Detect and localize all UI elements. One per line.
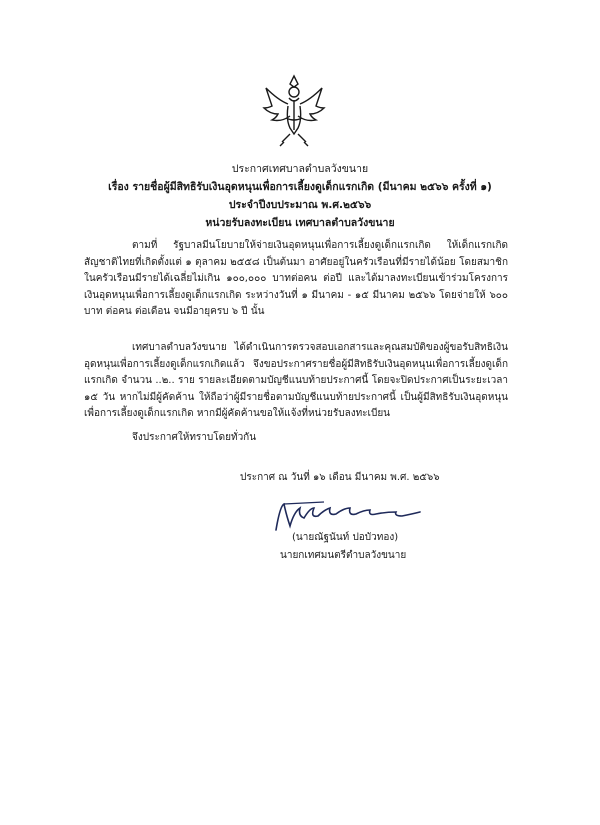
signer-title: นายกเทศมนตรีตำบลวังขนาย: [280, 550, 407, 561]
paragraph-announcement: เทศบาลตำบลวังขนาย ได้ดำเนินการตรวจสอบเอกสารและคุณสมบัติของผู้ขอรับสิทธิเงินอุดหนุนเพื่อการเลี้ยงดูเด็กแรกเกิดแล้ว จึงขอประกาศรายชื่อผู้มีสิทธิรับเงินอุดหนุนเพื่อการเลี้ยงดูเด็กแรกเกิด จำนวน ..๒.. ราย รายละเอียดตามบัญชีแนบท้ายประกาศนี้ โดยจะปิดประกาศเป็นระยะเวลา ๑๕ วัน หากไม่มีผู้คัดค้าน ให้ถือว่าผู้มีรายชื่อตามบัญชีแนบท้ายประกาศนี้ เป็นผู้มีสิทธิรับเงินอุดหนุนเพื่อการเลี้ยงดูเด็กแรกเกิด หากมีผู้คัดค้านขอให้แจ้งที่หน่วยรับลงทะเบียน: [84, 342, 508, 419]
garuda-emblem-icon: [258, 72, 330, 148]
issuing-authority: ประกาศเทศบาลตำบลวังขนาย: [231, 163, 369, 175]
registration-unit: หน่วยรับลงทะเบียน เทศบาลตำบลวังขนาย: [205, 217, 395, 229]
announcement-date: ประกาศ ณ วันที่ ๑๖ เดือน มีนาคม พ.ศ. ๒๕๖๖: [240, 472, 440, 483]
fiscal-year: ประจำปีงบประมาณ พ.ศ.๒๕๖๖: [228, 199, 372, 211]
paragraph-closing: จึงประกาศให้ทราบโดยทั่วกัน: [132, 432, 257, 443]
signer-name: (นายณัฐนันท์ ปอบัวทอง): [292, 532, 399, 543]
document-subject: เรื่อง รายชื่อผู้มีสิทธิรับเงินอุดหนุนเพื่อการเลี้ยงดูเด็กแรกเกิด (มีนาคม ๒๕๖๖ ครั้งที่ ๑): [108, 181, 492, 193]
paragraph-policy: ตามที่ รัฐบาลมีนโยบายให้จ่ายเงินอุดหนุนเพื่อการเลี้ยงดูเด็กแรกเกิด ให้เด็กแรกเกิดสัญชาติไทยที่เกิดตั้งแต่ ๑ ตุลาคม ๒๕๕๘ เป็นต้นมา อาศัยอยู่ในครัวเรือนที่มีรายได้น้อย โดยสมาชิกในครัวเรือนมีรายได้เฉลี่ยไม่เกิน ๑๐๐,๐๐๐ บาทต่อคน ต่อปี และได้มาลงทะเบียนเข้าร่วมโครงการเงินอุดหนุนเพื่อการเลี้ยงดูเด็กแรกเกิด ระหว่างวันที่ ๑ มีนาคม - ๑๕ มีนาคม ๒๕๖๖ โดยจ่ายให้ ๖๐๐ บาท ต่อคน ต่อเดือน จนมีอายุครบ ๖ ปี นั้น: [84, 240, 508, 317]
